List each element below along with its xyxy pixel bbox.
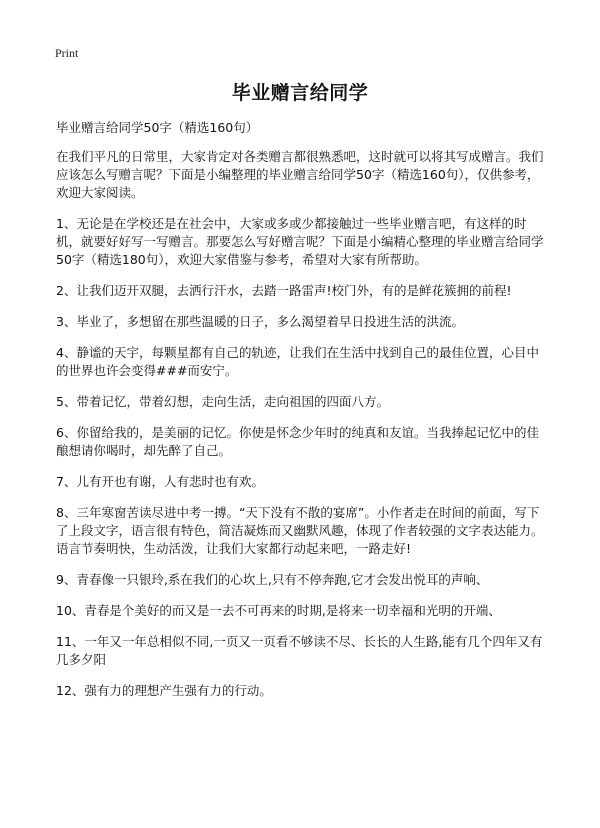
paragraph-11: 11、一年又一年总相似不同,一页又一页看不够读不尽、长长的人生路,能有几个四年又有几多夕阳 [56,634,543,667]
document-subtitle: 毕业赠言给同学50字（精选160句） [56,120,259,135]
paragraph-6: 6、你留给我的，是美丽的记忆。你使是怀念少年时的纯真和友谊。当我捧起记忆中的佳酿想请你喝时，却先醉了自己。 [56,425,539,458]
paragraph-10: 10、青春是个美好的而又是一去不可再来的时期,是将来一切幸福和光明的开端、 [56,603,501,618]
paragraph-2: 2、让我们迈开双腿，去洒行汗水，去踏一路雷声!校门外，有的是鲜花簇拥的前程! [56,283,512,298]
paragraph-9: 9、青春像一只银玲,系在我们的心坎上,只有不停奔跑,它才会发出悦耳的声响、 [56,572,489,587]
paragraph-4: 4、静谧的天宇，每颗星都有自己的轨迹，让我们在生活中找到自己的最佳位置，心目中的世界也许会变得###而安宁。 [56,345,539,378]
intro-paragraph: 在我们平凡的日常里，大家肯定对各类赠言都很熟悉吧，这时就可以将其写成赠言。我们应该怎么写赠言呢？下面是小编整理的毕业赠言给同学50字（精选160句），仅供参考，欢迎大家阅读。 [56,149,544,200]
paragraph-5: 5、带着记忆，带着幻想，走向生活，走向祖国的四面八方。 [56,394,389,409]
paragraph-12: 12、强有力的理想产生强有力的行动。 [56,683,272,698]
print-link[interactable]: Print [55,46,79,60]
document-body [56,148,546,713]
paragraph-1: 1、无论是在学校还是在社会中，大家或多或少都接触过一些毕业赠言吧，有这样的时机，就要好好写一写赠言。那要怎么写好赠言呢？下面是小编精心整理的毕业赠言给同学50字（精选180句），欢迎大家借鉴与参考，希望对大家有所帮助。 [56,216,544,267]
paragraph-7: 7、儿有开也有谢，人有悲时也有欢。 [56,474,264,489]
page-title: 毕业赠言给同学 [231,82,369,104]
paragraph-8: 8、三年寒窗苦读尽进中考一搏。“天下没有不散的宴席”。小作者走在时间的前面，写下了上段文字，语言很有特色，简洁凝炼而又幽默风趣，体现了作者较强的文字表达能力。语言节奏明快，生动活泼，让我们大家都行动起来吧，一路走好! [56,505,544,556]
paragraph-3: 3、毕业了，多想留在那些温暖的日子，多么渴望着早日投进生活的洪流。 [56,314,464,329]
